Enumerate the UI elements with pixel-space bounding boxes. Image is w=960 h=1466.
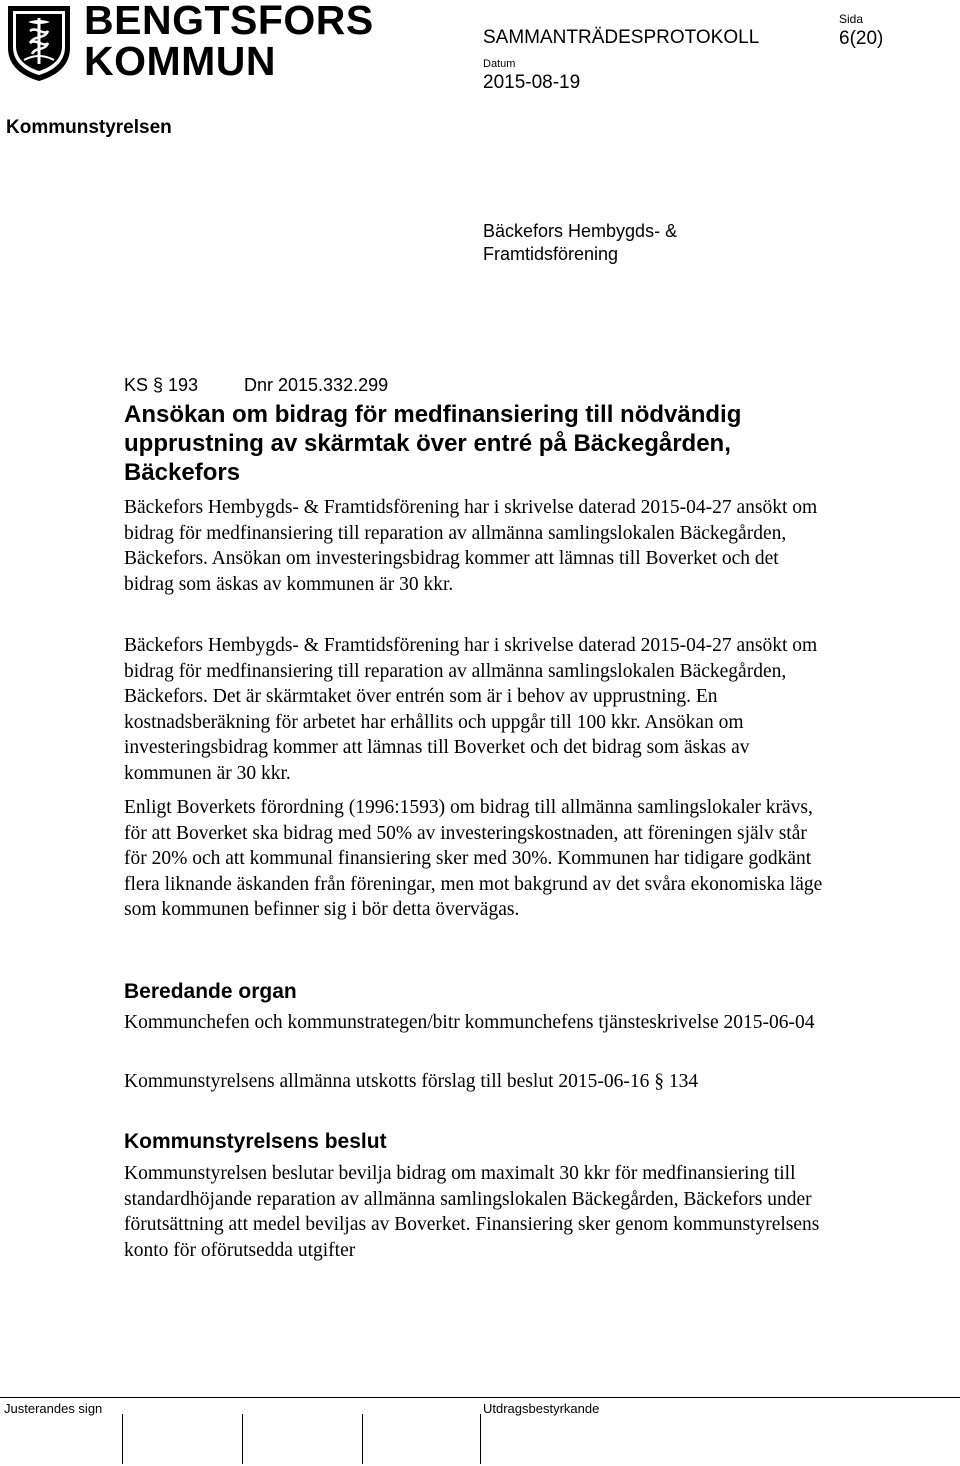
paragraph-regulation: Enligt Boverkets förordning (1996:1593) om bidrag till allmänna samlingslokaler krävs, för att Boverket ska bidrag med 50% av investeringskostnaden, att föreningen själv står för 20% och att kommunal finansiering sker med 30%. Kommunen har tidigare godkänt flera liknande äskanden från föreningar, men mot bakgrund av det svåra ekonomiska läge som kommunen befinner sig i bör detta övervägas. <box>124 797 823 920</box>
recipient-line1: Bäckefors Hembygds- & <box>483 221 678 241</box>
heading-beredande-organ: Beredande organ <box>124 980 297 1003</box>
signature-box-divider <box>480 1414 481 1464</box>
date-label: Datum <box>483 58 516 70</box>
org-name-line1: BENGTSFORS <box>84 0 374 43</box>
page-number: 6(20) <box>839 28 884 49</box>
paragraph-background: Bäckefors Hembygds- & Framtidsförening har i skrivelse daterad 2015-04-27 ansökt om bidrag för medfinansiering till reparation av allmänna samlingslokalen Bäckegården, Bäckefors. Ansökan om investeringsbidrag kommer att lämnas till Boverket och det bidrag som äskas av kommunen är 30 kkr. <box>124 497 818 595</box>
signature-box-divider <box>362 1414 363 1464</box>
paragraph-details: Bäckefors Hembygds- & Framtidsförening har i skrivelse daterad 2015-04-27 ansökt om bidrag för medfinansiering till reparation av allmänna samlingslokalen Bäckegården, Bäckefors. Det är skärmtaket över entrén som är i behov av upprustning. En kostnadsberäkning för arbetet har erhållits och uppgår till 100 kkr. Ansökan om investeringsbidrag kommer att lämnas till Boverket och det bidrag som äskas av kommunen är 30 kkr. <box>124 635 818 784</box>
org-name-line2: KOMMUN <box>84 38 277 84</box>
case-number: KS § 193 <box>124 375 199 395</box>
footer-divider <box>0 1397 960 1398</box>
committee-name: Kommunstyrelsen <box>6 117 172 138</box>
signature-box-divider <box>122 1414 123 1464</box>
footer-certification-label: Utdragsbestyrkande <box>483 1401 600 1416</box>
heading-decision: Kommunstyrelsens beslut <box>124 1130 387 1153</box>
coat-of-arms-icon <box>6 4 72 82</box>
recipient-line2: Framtidsförening <box>483 244 619 264</box>
recipient-block <box>483 220 743 266</box>
signature-box-divider <box>242 1414 243 1464</box>
item-title: Ansökan om bidrag för medfinansiering till nödvändig upprustning av skärmtak över entré på Bäckegården, Bäckefors <box>124 401 742 486</box>
beredande-item-2: Kommunstyrelsens allmänna utskotts förslag till beslut 2015-06-16 § 134 <box>124 1071 699 1092</box>
document-type: SAMMANTRÄDESPROTOKOLL <box>483 27 760 48</box>
decision-text: Kommunstyrelsen beslutar bevilja bidrag om maximalt 30 kkr för medfinansiering till standardhöjande reparation av allmänna samlingslokalen Bäckegården, Bäckefors under förutsättning att medel beviljas av Boverket. Finansiering sker genom kommunstyrelsens konto för oförutsedda utgifter <box>124 1163 820 1261</box>
footer-sign-label: Justerandes sign <box>4 1401 103 1416</box>
diary-number: Dnr 2015.332.299 <box>244 375 389 395</box>
page-label: Sida <box>839 12 864 26</box>
date-value: 2015-08-19 <box>483 72 581 93</box>
beredande-item-1: Kommunchefen och kommunstrategen/bitr kommunchefens tjänsteskrivelse 2015-06-04 <box>124 1012 815 1033</box>
